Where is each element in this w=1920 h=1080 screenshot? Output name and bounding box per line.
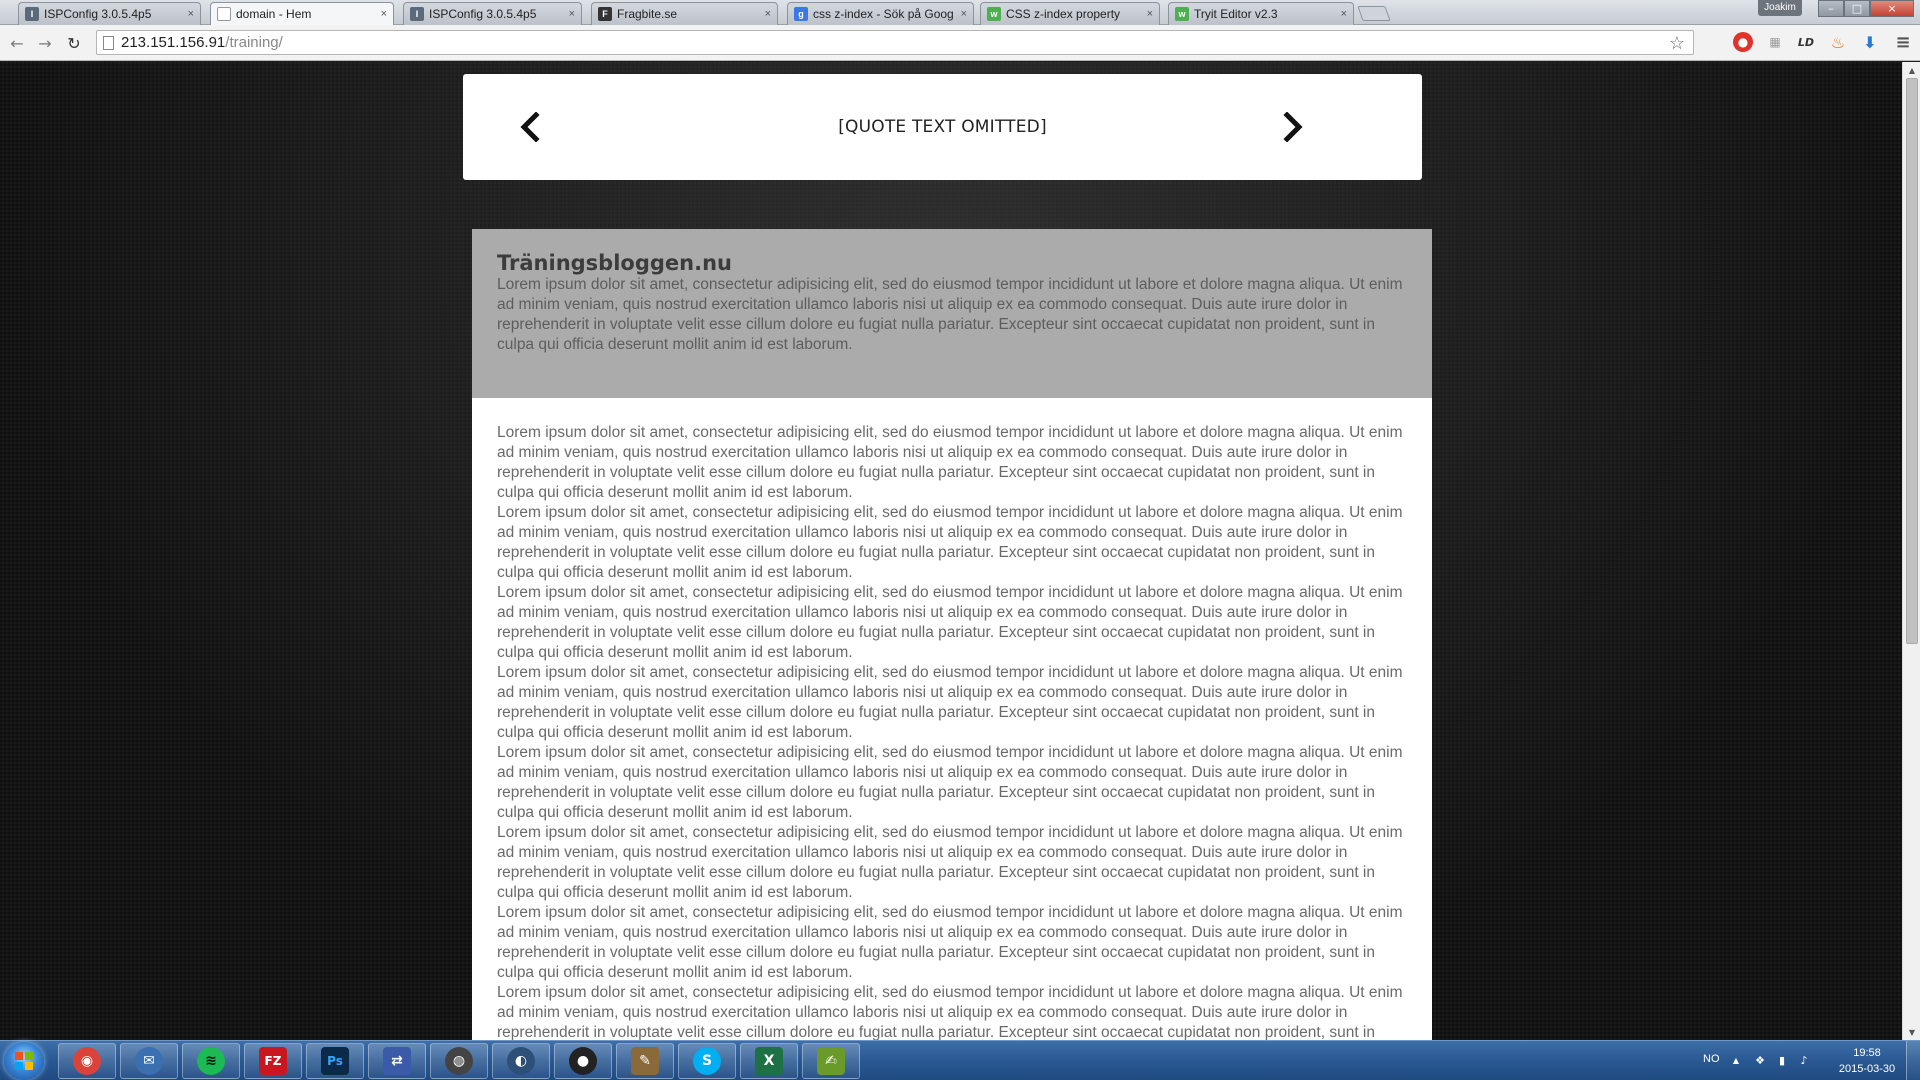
page-favicon-icon: [217, 7, 231, 21]
system-clock[interactable]: [1838, 1045, 1896, 1077]
taskbar-notepadplus[interactable]: [802, 1043, 860, 1079]
blog-intro: Lorem ipsum dolor sit amet, consectetur adipisicing elit, sed do eiusmod tempor incididunt ut labore et dolore magna aliqua. Ut enim ad minim veniam, quis nostrud exercitation ullamco laboris nisi ut aliquip ex ea commodo consequat. Duis aute irure dolor in reprehenderit in voluptate velit esse cillum dolore eu fugiat nulla pariatur. Excepteur sint occaecat cupidatat non proident, sunt in culpa qui officia deserunt mollit anim id est laborum.: [497, 276, 1403, 353]
browser-tab[interactable]: [787, 2, 974, 25]
page-icon: [103, 36, 114, 50]
taskbar-photoshop[interactable]: [306, 1043, 364, 1079]
blog-paragraph: Lorem ipsum dolor sit amet, consectetur adipisicing elit, sed do eiusmod tempor incididunt ut labore et dolore magna aliqua. Ut enim ad minim veniam, quis nostrud exercitation ullamco laboris nisi ut aliquip ex ea commodo consequat. Duis aute irure dolor in reprehenderit in voluptate velit esse cillum dolore eu fugiat nulla pariatur. Excepteur sint occaecat cupidatat non proident, sunt in: [497, 984, 1403, 1040]
teamspeak-icon: ◐: [507, 1047, 535, 1075]
taskbar-obs[interactable]: [554, 1043, 612, 1079]
blog-paragraph: Lorem ipsum dolor sit amet, consectetur adipisicing elit, sed do eiusmod tempor incididunt ut labore et dolore magna aliqua. Ut enim ad minim veniam, quis nostrud exercitation ullamco laboris nisi ut aliquip ex ea commodo consequat. Duis aute irure dolor in reprehenderit in voluptate velit esse cillum dolore eu fugiat nulla pariatur. Excepteur sint occaecat cupidatat non proident, sunt in culpa qui officia deserunt mollit anim id est laborum.: [497, 504, 1403, 581]
taskbar-gimp[interactable]: [616, 1043, 674, 1079]
w3schools-favicon-icon: w: [1175, 7, 1189, 21]
google-favicon-icon: g: [794, 7, 808, 21]
network-tool-icon: ⇄: [383, 1047, 411, 1075]
window-controls: [1818, 0, 1914, 17]
browser-tabstrip: [0, 0, 1920, 25]
blog-paragraph: Lorem ipsum dolor sit amet, consectetur adipisicing elit, sed do eiusmod tempor incididunt ut labore et dolore magna aliqua. Ut enim ad minim veniam, quis nostrud exercitation ullamco laboris nisi ut aliquip ex ea commodo consequat. Duis aute irure dolor in reprehenderit in voluptate velit esse cillum dolore eu fugiat nulla pariatur. Excepteur sint occaecat cupidatat non proident, sunt in culpa qui officia deserunt mollit anim id est laborum.: [497, 584, 1403, 661]
tab-close-icon[interactable]: ×: [1146, 8, 1153, 20]
tab-title: Fragbite.se: [617, 7, 678, 21]
ispconfig-favicon-icon: I: [410, 7, 424, 21]
tab-title: ISPConfig 3.0.5.4p5: [44, 7, 152, 21]
browser-tab-active[interactable]: [210, 2, 394, 25]
network-icon[interactable]: ▮: [1778, 1053, 1786, 1067]
ispconfig-favicon-icon: I: [25, 7, 39, 21]
fragbite-favicon-icon: F: [598, 7, 612, 21]
tab-close-icon[interactable]: ×: [380, 8, 387, 20]
reload-button[interactable]: ↻: [67, 33, 81, 53]
blog-paragraph: Lorem ipsum dolor sit amet, consectetur adipisicing elit, sed do eiusmod tempor incididunt ut labore et dolore magna aliqua. Ut enim ad minim veniam, quis nostrud exercitation ullamco laboris nisi ut aliquip ex ea commodo consequat. Duis aute irure dolor in reprehenderit in voluptate velit esse cillum dolore eu fugiat nulla pariatur. Excepteur sint occaecat cupidatat non proident, sunt in culpa qui officia deserunt mollit anim id est laborum.: [497, 664, 1403, 741]
menu-icon[interactable]: ≡: [1895, 31, 1911, 53]
browser-toolbar: [0, 25, 1920, 61]
skype-icon: S: [693, 1047, 721, 1075]
blog-title: Träningsbloggen.nu: [497, 251, 732, 275]
extension-gray-icon[interactable]: ▦: [1769, 35, 1781, 49]
tab-close-icon[interactable]: ×: [764, 8, 771, 20]
clock-time: 19:58: [1853, 1047, 1881, 1059]
thunderbird-icon: ✉: [135, 1047, 163, 1075]
prev-quote-button[interactable]: [515, 110, 545, 144]
browser-tab[interactable]: [591, 2, 778, 25]
minimize-button[interactable]: –: [1818, 0, 1844, 17]
clock-date: 2015-03-30: [1838, 1063, 1896, 1075]
taskbar-excel[interactable]: [740, 1043, 798, 1079]
steelseries-icon: ◍: [445, 1047, 473, 1075]
download-icon[interactable]: ⬇: [1863, 32, 1877, 52]
taskbar-steelseries[interactable]: [430, 1043, 488, 1079]
close-window-button[interactable]: ×: [1870, 0, 1914, 17]
input-language[interactable]: NO: [1703, 1053, 1720, 1065]
tab-title: domain - Hem: [236, 7, 312, 21]
flame-icon[interactable]: ♨: [1830, 32, 1846, 52]
tab-title: Tryit Editor v2.3: [1194, 7, 1278, 21]
url-path: /training/: [225, 34, 283, 51]
blog-header: [472, 229, 1432, 398]
taskbar-thunderbird[interactable]: [120, 1043, 178, 1079]
show-desktop-button[interactable]: [1906, 1041, 1920, 1080]
chrome-icon: ◉: [73, 1047, 101, 1075]
ld-icon[interactable]: LD: [1797, 35, 1815, 49]
windows-taskbar: [0, 1040, 1920, 1080]
blog-paragraph: Lorem ipsum dolor sit amet, consectetur adipisicing elit, sed do eiusmod tempor incididunt ut labore et dolore magna aliqua. Ut enim ad minim veniam, quis nostrud exercitation ullamco laboris nisi ut aliquip ex ea commodo consequat. Duis aute irure dolor in reprehenderit in voluptate velit esse cillum dolore eu fugiat nulla pariatur. Excepteur sint occaecat cupidatat non proident, sunt in culpa qui officia deserunt mollit anim id est laborum.: [497, 824, 1403, 901]
bookmark-star-icon[interactable]: ☆: [1668, 33, 1685, 53]
browser-tab[interactable]: [980, 2, 1160, 25]
scroll-down-icon[interactable]: ▼: [1908, 1027, 1916, 1037]
browser-tab[interactable]: [403, 2, 582, 25]
excel-icon: X: [755, 1047, 783, 1075]
start-button[interactable]: [4, 1042, 44, 1080]
taskbar-network-tool[interactable]: [368, 1043, 426, 1079]
profile-badge[interactable]: Joakim: [1758, 0, 1802, 16]
page-viewport: [0, 62, 1902, 1040]
page-scrollbar[interactable]: [1902, 62, 1920, 1040]
blog-paragraph: Lorem ipsum dolor sit amet, consectetur adipisicing elit, sed do eiusmod tempor incididunt ut labore et dolore magna aliqua. Ut enim ad minim veniam, quis nostrud exercitation ullamco laboris nisi ut aliquip ex ea commodo consequat. Duis aute irure dolor in reprehenderit in voluptate velit esse cillum dolore eu fugiat nulla pariatur. Excepteur sint occaecat cupidatat non proident, sunt in culpa qui officia deserunt mollit anim id est laborum.: [497, 904, 1403, 981]
scroll-thumb[interactable]: [1906, 78, 1918, 644]
url-host: 213.151.156.91: [121, 34, 226, 51]
tab-close-icon[interactable]: ×: [1340, 8, 1347, 20]
quote-text: [633, 117, 1253, 138]
notepad-plus-icon: ✍: [817, 1047, 845, 1075]
blog-card: [472, 229, 1432, 1040]
photoshop-icon: Ps: [321, 1047, 349, 1075]
obs-icon: ●: [569, 1047, 597, 1075]
chevron-right-icon: [1282, 112, 1304, 142]
quote-slider: [463, 74, 1422, 180]
blog-paragraph: Lorem ipsum dolor sit amet, consectetur adipisicing elit, sed do eiusmod tempor incididunt ut labore et dolore magna aliqua. Ut enim ad minim veniam, quis nostrud exercitation ullamco laboris nisi ut aliquip ex ea commodo consequat. Duis aute irure dolor in reprehenderit in voluptate velit esse cillum dolore eu fugiat nulla pariatur. Excepteur sint occaecat cupidatat non proident, sunt in culpa qui officia deserunt mollit anim id est laborum.: [497, 424, 1403, 501]
tab-title: CSS z-index property: [1006, 7, 1121, 21]
address-bar[interactable]: [96, 30, 1694, 55]
browser-tab[interactable]: [1168, 2, 1354, 25]
forward-button[interactable]: →: [38, 33, 52, 53]
tray-expand-icon[interactable]: ▲: [1732, 1055, 1740, 1065]
tab-close-icon[interactable]: ×: [187, 8, 194, 20]
taskbar-skype[interactable]: [678, 1043, 736, 1079]
scroll-up-icon[interactable]: ▲: [1908, 65, 1916, 75]
adblock-icon[interactable]: ●: [1733, 32, 1753, 52]
tab-title: ISPConfig 3.0.5.4p5: [429, 7, 537, 21]
gimp-icon: ✎: [631, 1047, 659, 1075]
tab-close-icon[interactable]: ×: [960, 8, 967, 20]
tab-close-icon[interactable]: ×: [568, 8, 575, 20]
volume-icon[interactable]: ♪: [1800, 1053, 1808, 1067]
quote-line: [QUOTE TEXT OMITTED]: [838, 116, 1047, 137]
new-tab-button[interactable]: [1357, 6, 1390, 21]
w3schools-favicon-icon: w: [987, 7, 1001, 21]
taskbar-spotify[interactable]: [182, 1043, 240, 1079]
taskbar-filezilla[interactable]: [244, 1043, 302, 1079]
windows-logo-icon: [14, 1051, 34, 1071]
tab-title: css z-index - Sök på Goog: [813, 7, 954, 21]
dropbox-icon[interactable]: ❖: [1755, 1053, 1765, 1067]
chevron-left-icon: [519, 112, 541, 142]
next-quote-button[interactable]: [1278, 110, 1308, 144]
taskbar-teamspeak[interactable]: [492, 1043, 550, 1079]
browser-tab[interactable]: [18, 2, 201, 25]
taskbar-chrome[interactable]: [58, 1043, 116, 1079]
spotify-icon: ≋: [197, 1047, 225, 1075]
blog-body: [472, 398, 1432, 1040]
filezilla-icon: FZ: [259, 1047, 287, 1075]
back-button[interactable]: ←: [10, 33, 24, 53]
maximize-button[interactable]: □: [1844, 0, 1870, 17]
blog-paragraph: Lorem ipsum dolor sit amet, consectetur adipisicing elit, sed do eiusmod tempor incididunt ut labore et dolore magna aliqua. Ut enim ad minim veniam, quis nostrud exercitation ullamco laboris nisi ut aliquip ex ea commodo consequat. Duis aute irure dolor in reprehenderit in voluptate velit esse cillum dolore eu fugiat nulla pariatur. Excepteur sint occaecat cupidatat non proident, sunt in culpa qui officia deserunt mollit anim id est laborum.: [497, 744, 1403, 821]
